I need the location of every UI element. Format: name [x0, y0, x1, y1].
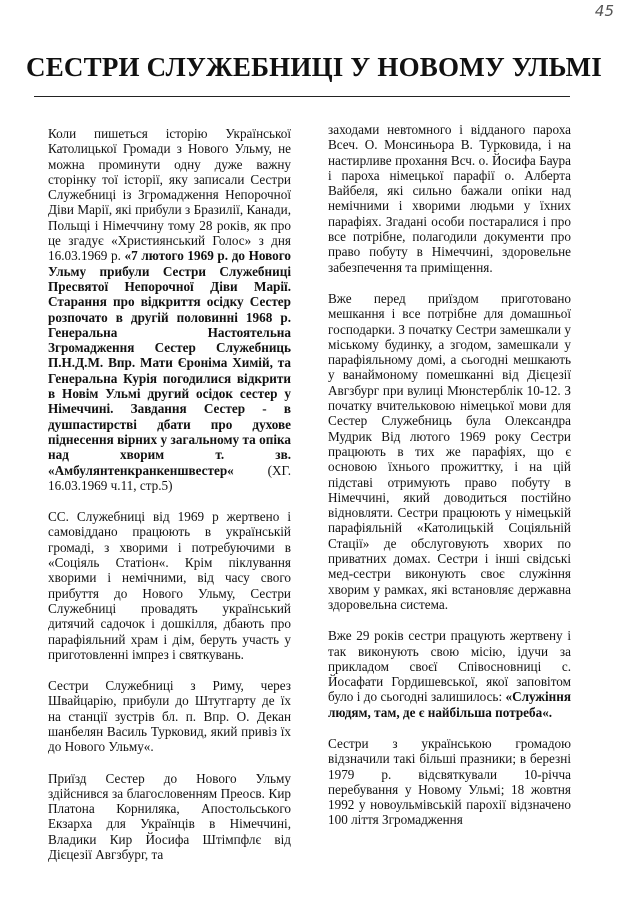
left-p1-citation: (ХГ. 16.03.1969 ч.11, стр.5) — [48, 462, 291, 493]
right-paragraph-2: Вже перед приїздом приготовано мешкання і все потрібне для домашньої господарки. З початку Сестри замешкали у міському будинку, а згодом, замешкали у парафіяльному домі, а сьогодні мешкають у ванаймоному помешканні від Дієцезії Авгзбург при вулиці Мюнстерблік 10-12. З початку вчительковою німецької мови для Сестер Служебниць була Олександра Мудрик Від лютого 1969 року Сестри працюють в тих же парафіях, що є основою їхнього прожиттку, і на цій підставі отримують право побуту в Німеччині, який доводиться постійно відновляти. Сестри працюють у німецькій парафіяльній «Католицькій Соціяльній Стації» де обслуговують хворих по приватних домах. Сестри і інші свідські мед-сестри виконують своє служіння хворим у рамках, які встановляє державна здоровельна система. — [328, 290, 571, 612]
article-title: СЕСТРИ СЛУЖЕБНИЦІ У НОВОМУ УЛЬМІ — [26, 52, 602, 82]
left-paragraph-1 — [48, 126, 291, 493]
left-paragraph-2: СС. Служебниці від 1969 р жертвено і самовіддано працюють в українській громаді, з хворими і потребуючими в «Соціяль Статіон«. Крім піклування хворими і немічними, від часу свого прибуття до Нового Ульму, Сестри Служебниці провадять український дитячий садочок і дошкілля, дбають про парафіяльний храм і дім, беруть участь у приготовленні імпрез і святкувань. — [48, 509, 291, 662]
left-column — [48, 126, 291, 878]
right-column — [328, 122, 571, 844]
left-paragraph-4: Приїзд Сестер до Нового Ульму здійснився за благословенням Преосв. Кир Платона Корниляка, Апостольського Екзарха для Українців в Німеччині, Владики Кир Йосифа Штімпфлє від Дієцезії Авгзбург, та — [48, 770, 291, 863]
page-number: 45 — [594, 2, 614, 20]
left-p1-quote: «7 лютого 1969 р. до Нового Ульму прибули Сестри Служебниці Пресвятої Непорочної Діви Марії. Старання про відкриття осідку Сестер розпочато в другій половинні 1968 р. Генеральна Настоятельна Згромадження Сестер Служебниць П.Н.Д.М. Впр. Мати Єроніма Химій, та Генеральна Курія погодилися відкрити в Новім Ульмі другий осідок сестер у Німеччині. Завдання Сестер - в душпастирстві дбати про духове піднесення вірних у загальному та опіка над хворим т. зв. «Амбулянтенкранкеншвестер« — [48, 248, 291, 478]
right-paragraph-3 — [328, 628, 571, 720]
right-paragraph-1: заходами невтомного і відданого пароха Всеч. О. Монсиньора В. Турковида, і на настирливе прохання Всч. о. Йосифа Баура і пароха німецької парафії о. Алберта Вайбеля, які сильно бажали опіки над немічними і хворими людьми у їхних парафіях. Згадані особи постаралися і про все потрібне, полагодили документи про право побуту в Німеччині, здоровельне забезпечення та приміщення. — [328, 122, 571, 275]
right-p3-text: Вже 29 років сестри працують жертвену і так виконують свою місію, ідучи за прикладом своєї Співосновниці с. Йосафати Гордишевської, якої заповітом було і до сьогодні залишилось: — [328, 628, 571, 705]
title-rule — [34, 96, 570, 97]
left-p1-text: Коли пишеться історію Української Католицької Громади з Нового Ульму, не можна проминути одну дуже важну сторінку тої історії, яку записали Сестри Служебниці із Згромадження Непорочної Діви Марії, які прибули з Бразилії, Канади, Польщі і Німеччину тому 28 років, як про це згадує «Християнський Голос» з дня 16.03.1969 р. — [48, 126, 291, 264]
left-paragraph-3: Сестри Служебниці з Риму, через Швайцарію, прибули до Штутгарту де їх на станції зустрів бл. п. Впр. О. Декан шанбелян Василь Турковид, який привіз їх до Нового Ульму«. — [48, 678, 291, 755]
right-p3-motto: «Служіння людям, там, де є найбільша потреба«. — [328, 689, 571, 720]
right-paragraph-4: Сестри з українською громадою відзначили такі більші празники; в березні 1979 р. відсвяткували 10-річча перебування у Новому Ульмі; 18 жовтня 1992 у новоульмівській парохії відзначено 100 ліття Згромадження — [328, 735, 571, 828]
